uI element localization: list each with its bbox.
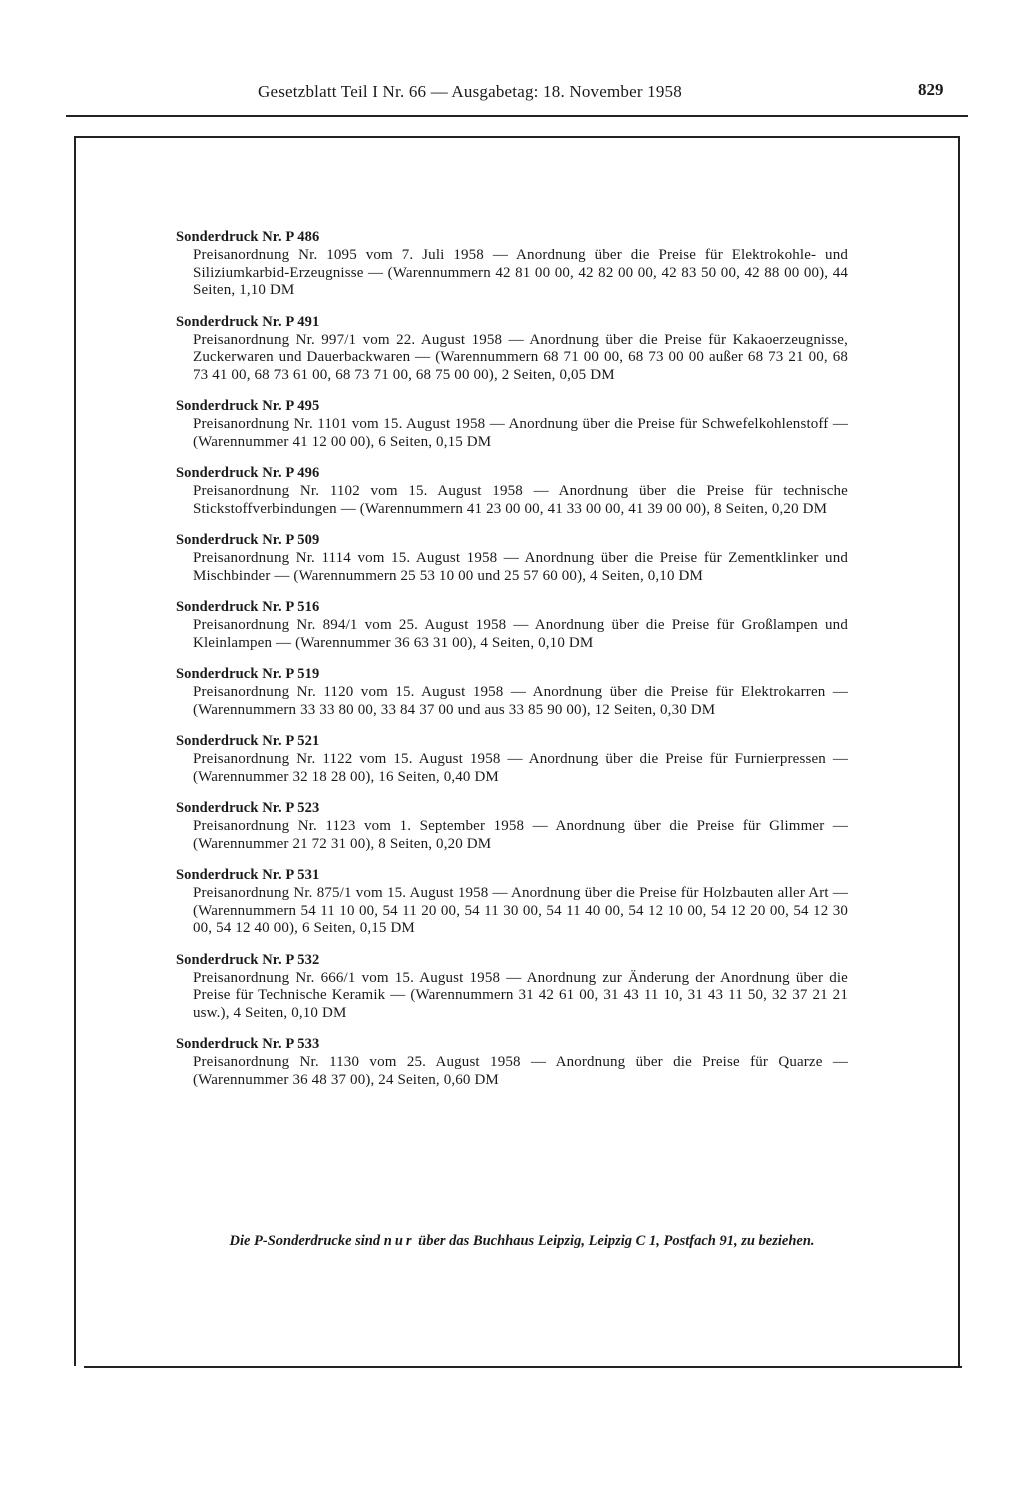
entry-body: Preisanordnung Nr. 666/1 vom 15. August 1958 — Anordnung zur Änderung der Anordnung über die Preise für Technische Keramik — (Warennummern 31 42 61 00, 31 43 11 10, 31 43 11 50, 32 37 21 21 usw.), 4 Seiten, 0,10 DM bbox=[193, 969, 848, 1021]
entry-body: Preisanordnung Nr. 997/1 vom 22. August 1958 — Anordnung über die Preise für Kakaoerzeugnisse, Zuckerwaren und Dauerbackwaren — (Warennummern 68 71 00 00, 68 73 00 00 außer 68 73 21 00, 68 73 41 00, 68 73 61 00, 68 73 71 00, 68 75 00 00), 2 Seiten, 0,05 DM bbox=[193, 331, 848, 383]
entry-title: Sonderdruck Nr. P 495 bbox=[176, 398, 320, 414]
entry-body: Preisanordnung Nr. 1122 vom 15. August 1958 — Anordnung über die Preise für Furnierpressen — (Warennummer 32 18 28 00), 16 Seiten, 0,40 DM bbox=[193, 751, 848, 785]
list-item bbox=[176, 951, 848, 1023]
entry-body: Preisanordnung Nr. 1102 vom 15. August 1958 — Anordnung über die Preise für technische Stickstoffverbindungen — (Warennummern 41 23 00 00, 41 33 00 00, 41 39 00 00), 8 Seiten, 0,20 DM bbox=[193, 483, 848, 517]
list-item bbox=[176, 531, 848, 585]
running-header: Gesetzblatt Teil I Nr. 66 — Ausgabetag: 18. November 1958 bbox=[258, 82, 682, 101]
distribution-notice bbox=[182, 1232, 862, 1250]
entry-title: Sonderdruck Nr. P 491 bbox=[176, 313, 320, 330]
entry-title: Sonderdruck Nr. P 509 bbox=[176, 532, 320, 548]
list-item bbox=[176, 799, 848, 853]
entry-body: Preisanordnung Nr. 1130 vom 25. August 1958 — Anordnung über die Preise für Quarze — (Warennummer 36 48 37 00), 24 Seiten, 0,60 DM bbox=[193, 1054, 848, 1088]
entry-title: Sonderdruck Nr. P 531 bbox=[176, 867, 320, 883]
entry-title: Sonderdruck Nr. P 523 bbox=[176, 800, 320, 816]
list-item bbox=[176, 313, 848, 385]
entry-body: Preisanordnung Nr. 1095 vom 7. Juli 1958 — Anordnung über die Preise für Elektrokohle- und Siliziumkarbid-Erzeugnisse — (Warennummern 42 81 00 00, 42 82 00 00, 42 83 50 00, 42 88 00 00), 44 Seiten, 1,10 DM bbox=[193, 247, 848, 298]
entry-body: Preisanordnung Nr. 1123 vom 1. September 1958 — Anordnung über die Preise für Glimmer — (Warennummer 21 72 31 00), 8 Seiten, 0,20 DM bbox=[193, 818, 848, 852]
header-rule bbox=[66, 115, 968, 117]
entry-body: Preisanordnung Nr. 1114 vom 15. August 1958 — Anordnung über die Preise für Zementklinker und Mischbinder — (Warennummern 25 53 10 00 und 25 57 60 00), 4 Seiten, 0,10 DM bbox=[193, 550, 848, 584]
notice-text-before: Die P-Sonderdrucke sind bbox=[229, 1233, 381, 1249]
entry-body: Preisanordnung Nr. 894/1 vom 25. August 1958 — Anordnung über die Preise für Großlampen und Kleinlampen — (Warennummer 36 63 31 00), 4 Seiten, 0,10 DM bbox=[193, 617, 848, 651]
list-item bbox=[176, 464, 848, 518]
entry-title: Sonderdruck Nr. P 519 bbox=[176, 666, 320, 682]
entry-body: Preisanordnung Nr. 1120 vom 15. August 1958 — Anordnung über die Preise für Elektrokarren — (Warennummern 33 33 80 00, 33 84 37 00 und aus 33 85 90 00), 12 Seiten, 0,30 DM bbox=[193, 684, 848, 718]
entry-title: Sonderdruck Nr. P 516 bbox=[176, 599, 320, 615]
list-item bbox=[176, 397, 848, 451]
page-number: 829 bbox=[918, 80, 944, 99]
entry-title: Sonderdruck Nr. P 521 bbox=[176, 733, 320, 749]
sonderdruck-list bbox=[176, 228, 848, 1102]
frame-bottom-rule bbox=[84, 1366, 962, 1368]
entry-body: Preisanordnung Nr. 875/1 vom 15. August 1958 — Anordnung über die Preise für Holzbauten aller Art — (Warennummern 54 11 10 00, 54 11 20 00, 54 11 30 00, 54 11 40 00, 54 12 10 00, 54 12 20 00, 54 12 30 00, 54 12 40 00), 6 Seiten, 0,15 DM bbox=[193, 885, 848, 936]
entry-title: Sonderdruck Nr. P 496 bbox=[176, 465, 320, 481]
list-item bbox=[176, 1035, 848, 1089]
list-item bbox=[176, 732, 848, 786]
list-item bbox=[176, 228, 848, 300]
entry-title: Sonderdruck Nr. P 532 bbox=[176, 951, 320, 968]
entry-title: Sonderdruck Nr. P 533 bbox=[176, 1036, 320, 1052]
notice-emphasis: nur bbox=[383, 1233, 415, 1249]
list-item bbox=[176, 665, 848, 719]
entry-body: Preisanordnung Nr. 1101 vom 15. August 1958 — Anordnung über die Preise für Schwefelkohlenstoff — (Warennummer 41 12 00 00), 6 Seiten, 0,15 DM bbox=[193, 416, 848, 450]
entry-title: Sonderdruck Nr. P 486 bbox=[176, 229, 320, 245]
list-item bbox=[176, 598, 848, 652]
notice-text-after: über das Buchhaus Leipzig, Leipzig C 1, Postfach 91, zu beziehen. bbox=[418, 1233, 815, 1249]
list-item bbox=[176, 866, 848, 938]
